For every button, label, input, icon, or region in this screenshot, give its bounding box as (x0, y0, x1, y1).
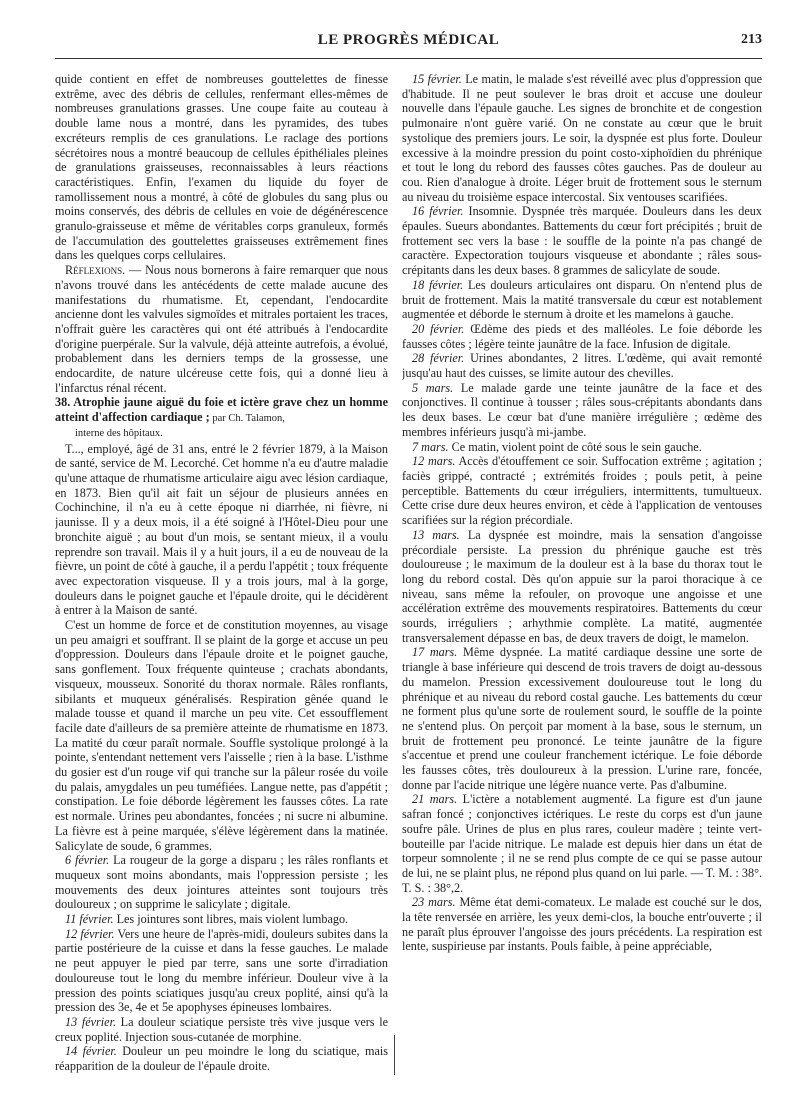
entry-paragraph (402, 454, 762, 528)
journal-title: LE PROGRÈS MÉDICAL (317, 32, 500, 48)
paragraph-text: — Nous nous bornerons à faire remarquer que nous n'avons trouvé dans les antécédents de cette malade aucune des manifestations du rhumatisme. Et, cependant, l'endocardite ancienne dont les valvules sigmoïdes et mitrales portaient les traces, n'offrait guère les caractères qui ont été attribués à l'endocardite d'origine puerpérale. Sur la valvule, déjà atteinte autrefois, a évolué, probablement dans les derniers temps de la grossesse, une endocardite, de nature ulcéreuse cette fois, qui a donné lieu à l'infarctus rénal récent. (55, 263, 388, 395)
entry-text: Vers une heure de l'après-midi, douleurs subites dans la partie postérieure de la cuisse et dans la fesse gauches. Le malade ne peut appuyer le pied par terre, sans une sorte d'irradiation douloureuse tout le long du membre inférieur. Douleur vive à la pression des points sciatiques jusqu'au creux poplité, ainsi qu'à la pression des 3e, 4e et 5e apophyses épineuses lombaires. (55, 926, 388, 1015)
entry-paragraph (402, 792, 762, 895)
entry-date: 13 février. (65, 1015, 117, 1029)
entry-date: 16 février. (412, 204, 464, 219)
entry-date: 12 février. (65, 926, 115, 941)
paragraph: T..., employé, âgé de 31 ans, entré le 2 février 1879, à la Maison de santé, service de M. Lecorché. Cet homme n'a eu d'autre maladie qu'une attaque de rhumatisme articulaire aigu avec lésion cardiaque, en 1873. Bien qu'il ait fait un séjour de plusieurs années en Cochinchine, il n'a eu à cette époque ni diarrhée, ni fièvre, ni jaunisse. Il y a deux mois, il a été soigné à l'Hôtel-Dieu pour une bronchite aiguë ; au bout d'un mois, se sentant mieux, il a voulu reprendre son travail. Mais il y a huit jours, il a eu de nouveau de la fièvre, un point de côté à gauche, il a perdu l'appétit ; toux fréquente avec expectoration visqueuse. Il y a trois jours, mal à la gorge, douleurs dans le poignet gauche et l'épaule droite, qui le décidèrent à entrer à la Maison de santé. (55, 441, 388, 618)
entry-text: Même état demi-comateux. Le malade est couché sur le dos, la tête renversée en arrière, les yeux demi-clos, la bouche entr'ouverte ; il ne paraît plus éprouver l'angoisse des jours précédents. La respiration est lente, suspirieuse par instants. Pouls faible, à peine appréciable, (402, 895, 762, 954)
entry-text: Ce matin, violent point de côté sous le sein gauche. (448, 439, 702, 454)
article-author: par Ch. Talamon, (209, 413, 285, 425)
entry-paragraph (402, 204, 762, 278)
page-number: 213 (741, 32, 762, 47)
entry-text: La douleur sciatique persiste très vive jusque vers le creux poplité. Injection sous-cutanée de morphine. (55, 1015, 388, 1044)
entry-date: 23 mars. (412, 895, 456, 910)
article-affiliation: interne des hôpitaux. (75, 427, 163, 439)
paragraph: quide contient en effet de nombreuses gouttelettes de finesse extrême, avec des débris de cellules, renfermant elles-mêmes de nombreuses granulations grasses. Une coupe faite au couteau à double lame nous a montré, dans les pyramides, des tubes excréteurs remplis de ces granulations. Le raclage des portions sécrétoires nous a montré beaucoup de cellules épithéliales pleines de granulations graisseuses, reconnaissables à leurs réactions caractéristiques. Enfin, l'examen du liquide du foyer de ramollissement nous a montré, à côté de globules du sang plus ou moins conservés, des débris de cellules en voie de dégénérescence granulo-graisseuse et même de véritables corps granuleux, formés de l'accumulation des gouttelettes graisseuses extrêmement fines dans les quelques corps cellulaires. (55, 72, 388, 263)
entry-text: Insomnie. Dyspnée très marquée. Douleurs dans les deux épaules. Sueurs abondantes. Battements du cœur fort précipités ; bruit de frottement sec vers la base : le souffle de la pointe n'a pas changé de caractère. Expectoration toujours visqueuse et abondante ; râles sous-crépitants dans les deux bases. 8 grammes de salicylate de soude. (402, 204, 762, 278)
entry-paragraph (402, 528, 762, 646)
entry-paragraph (55, 1044, 388, 1073)
entry-paragraph (402, 278, 762, 322)
entry-text: La dyspnée est moindre, mais la sensation d'angoisse précordiale persiste. La pression du phrénique gauche est très douloureuse ; le maximum de la douleur est à la base du thorax tout le long du rebord costal. Dès qu'on appuie sur la paroi thoracique à ce niveau, sans même la refouler, on provoque une angoisse et une accélération extrême des mouvements respiratoires. Battements du cœur sourds, irréguliers ; arhythmie complète. La matité, augmentée transversalement dépasse en bas, de deux travers de doigt, le mamelon. (402, 527, 762, 645)
entry-paragraph (55, 927, 388, 1015)
paragraph: C'est un homme de force et de constitution moyennes, au visage un peu amaigri et souffrant. Il se plaint de la gorge et accuse un peu d'oppression. Douleurs dans l'épaule droite et le poignet gauche, sans gonflement. Toux fréquente quinteuse ; crachats abondants, visqueux, mousseux. Sonorité du thorax normale. Râles ronflants, sibilants et muqueux généralisés. Respiration gênée quand le malade tousse et quand il marche un peu vite. Cet essoufflement facile date d'ailleurs de sa première atteinte de rhumatisme en 1873. La matité du cœur paraît normale. Souffle systolique prolongé à la pointe, s'entendant nettement vers l'aisselle ; rien à la base. L'isthme du gosier est d'un rouge vif qui tranche sur la pâleur rosée du voile du palais, amygdales un peu tuméfiées. Langue nette, pas d'appétit ; constipation. Le foie déborde légèrement les fausses côtes. La rate est normale. Urines peu abondantes, foncées ; ni sucre ni albumine. La fièvre est à peine marquée, s'élève légèrement dans la matinée. Salicylate de soude, 6 grammes. (55, 618, 388, 853)
entry-date: 28 février. (412, 351, 465, 366)
entry-paragraph (402, 645, 762, 792)
entry-paragraph (402, 351, 762, 380)
entry-text: Même dyspnée. La matité cardiaque dessine une sorte de triangle à base inférieure qui descend de trois travers de doigt au-dessous du mamelon. Pression excessivement douloureuse tout le long du phrénique et au niveau du rebord costal gauche. Les battements du cœur ne forment plus qu'une sorte de roulement sourd, le souffle de la pointe ne s'entend plus. On perçoit par moment à la base, sous le sternum, un bruit de frottement peu prononcé. Le teinte jaunâtre de la figure s'accentue et prend une couleur franchement ictérique. Le foie déborde les fausses côtes, très douloureux à la pression. L'urine rare, foncée, donne par l'acide nitrique une légère nuance verte. Pas d'albumine. (402, 645, 762, 792)
entry-date: 18 février. (412, 277, 464, 292)
entry-paragraph (402, 440, 762, 455)
entry-text: Le malade garde une teinte jaunâtre de la face et des conjonctives. Il continue à tousser ; râles sous-crépitants abondants dans les deux bases. Le cœur bat d'une manière irrégulière ; œdème des membres inférieurs jusqu'à mi-jambe. (402, 380, 762, 439)
article-title: Atrophie jaune aiguë du foie et ictère grave chez un homme atteint d'affection cardiaque ; (55, 395, 388, 425)
entry-text: Le matin, le malade s'est réveillé avec plus d'oppression que d'habitude. Il ne peut soulever le bras droit et accuse une douleur nouvelle dans l'épaule gauche. Les signes de bronchite et de congestion pulmonaire n'ont guère varié. On ne constate au cœur que le bruit systolique des premiers jours. Le soir, la dyspnée est plus forte. Douleur excessive à la moindre pression du point costo-xiphoïdien du phrénique et tout le long du rebord des fausses côtes gauches. Pas de douleur au cou. Rien d'analogue à droite. Léger bruit de frottement sous le sternum au niveau du troisième espace intercostal. Six ventouses scarifiées. (402, 72, 762, 204)
left-column (55, 72, 388, 1104)
entry-paragraph (55, 853, 388, 912)
right-column (402, 72, 762, 1104)
entry-text: L'ictère a notablement augmenté. La figure est d'un jaune safran foncé ; conjonctives ictériques. Le reste du corps est d'un jaune soufre pâle. Urines de plus en plus rares, couleur madère ; teinte vert-bouteille par l'acide nitrique. Le malade est depuis hier dans un état de torpeur somnolente ; il ne se rend plus compte de ce qui se passe autour de lui, ne se plaint plus, ne répond plus quand on lui parle. — T. M. : 38°. T. S. : 38°,2. (402, 792, 762, 895)
entry-text: Les jointures sont libres, mais violent lumbago. (113, 912, 349, 927)
entry-text: Œdème des pieds et des malléoles. Le foie déborde les fausses côtes ; légère teinte jaunâtre de la face. Infusion de digitale. (402, 321, 762, 351)
entry-date: 6 février. (65, 853, 110, 868)
running-header (55, 30, 762, 59)
entry-paragraph (402, 322, 762, 351)
entry-date: 15 février. (412, 72, 462, 86)
reflexions-label: Réflexions. (65, 263, 126, 278)
entry-paragraph (402, 72, 762, 204)
entry-text: Les douleurs articulaires ont disparu. On n'entend plus de bruit de frottement. Mais la matité transversale du cœur est notablement augmentée et déborde le sternum à droite et les mamelons à gauche. (402, 277, 762, 322)
entry-date: 20 février. (412, 321, 465, 336)
entry-date: 13 mars. (412, 527, 460, 542)
article-number: 38. (55, 395, 71, 410)
entry-date: 17 mars. (412, 645, 458, 660)
entry-date: 21 mars. (412, 792, 458, 807)
paragraph (55, 263, 388, 395)
entry-date: 14 février. (65, 1044, 117, 1059)
entry-text: La rougeur de la gorge a disparu ; les râles ronflants et muqueux sont moins abondants, mais l'oppression persiste ; les mouvements des deux jointures atteintes sont toujours très douloureux ; on supprime le salicylate ; digitale. (55, 853, 388, 912)
entry-date: 7 mars. (412, 439, 449, 454)
column-rule (394, 1035, 395, 1075)
entry-text: Urines abondantes, 2 litres. L'œdème, qui avait remonté jusqu'au haut des cuisses, se limite autour des chevilles. (402, 351, 762, 381)
entry-text: Accès d'étouffement ce soir. Suffocation extrême ; agitation ; faciès grippé, contracté ; extrémités froides ; pouls petit, à peine perceptible. Battements du cœur irréguliers, intermittents, tumultueux. Cette crise dure deux heures environ, et cède à l'application de ventouses scarifiées sur la région précordiale. (402, 454, 762, 528)
entry-paragraph (402, 895, 762, 954)
entry-date: 5 mars. (412, 380, 454, 395)
entry-text: Douleur un peu moindre le long du sciatique, mais réapparition de la douleur de l'épaule droite. (55, 1044, 388, 1074)
entry-date: 12 mars. (412, 454, 456, 469)
entry-paragraph (55, 1015, 388, 1044)
entry-paragraph (402, 381, 762, 440)
article-heading (55, 395, 388, 441)
entry-paragraph (55, 912, 388, 927)
entry-date: 11 février. (65, 912, 114, 927)
